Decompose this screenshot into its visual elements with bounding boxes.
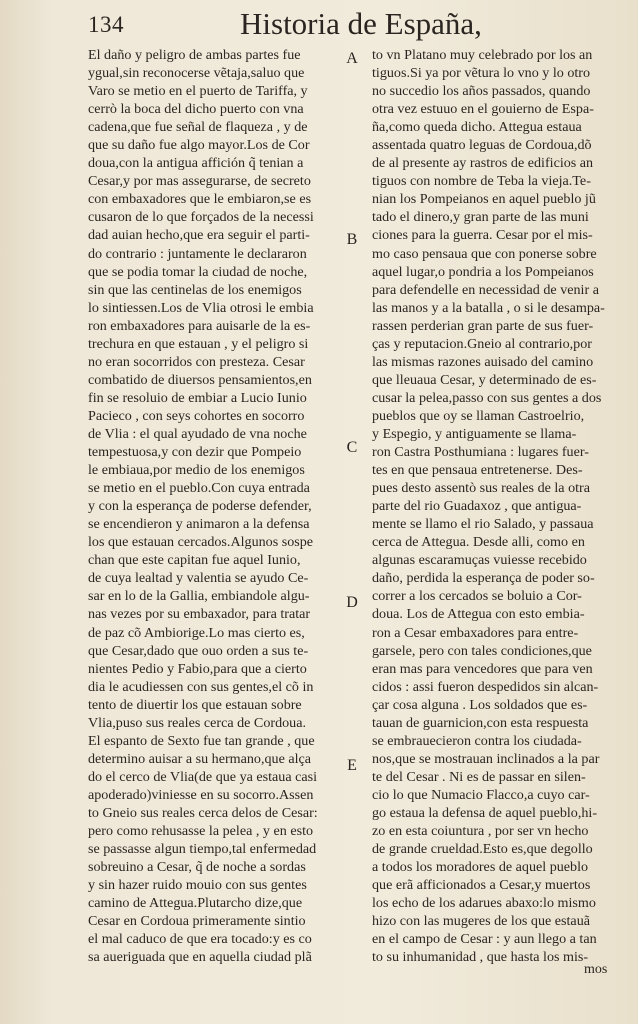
text-line: tiguos.Si ya por vẽtura lo vno y lo otro: [372, 65, 591, 82]
text-line: çar cosa alguna . Los soldados que es-: [372, 696, 588, 713]
left-column: [88, 46, 350, 966]
text-line: cusar la pelea,passo con sus gentes a dos: [372, 389, 602, 406]
text-line: los echo de los adarues abaxo:lo mismo: [372, 895, 596, 912]
text-line: y Espegio, y antiguamente se llama-: [372, 425, 577, 442]
text-line: tiguos con nombre de Teba la vieja.Te-: [372, 173, 591, 190]
text-line: que se podia tomar la ciudad de noche,: [88, 263, 308, 280]
text-line: que Cesar,dado que ouo orden a sus te-: [88, 642, 309, 659]
text-line: El espanto de Sexto fue tan grande , que: [88, 732, 315, 749]
text-line: se embrauecieron contra los ciudada-: [372, 732, 582, 749]
text-line: camino de Attegua.Plutarcho dize,que: [88, 895, 303, 912]
text-line: que lleuaua Cesar, y determinado de es-: [372, 371, 597, 388]
text-line: dad auian hecho,que era seguir el parti-: [88, 227, 310, 244]
section-marker-e: E: [347, 757, 357, 774]
text-line: ron embaxadores para auisarle de la es-: [88, 317, 311, 334]
text-line: de grande crueldad.Esto es,que degollo: [372, 841, 593, 858]
text-line: El daño y peligro de ambas partes fue: [88, 47, 301, 63]
text-line: ron a Cesar embaxadores para entre-: [372, 624, 579, 641]
text-line: pueblos que oy se llaman Castroelrio,: [372, 407, 585, 424]
text-line: pues desto assentò sus reales de la otra: [372, 480, 590, 497]
text-line: cidos : assi fueron despedidos sin alcan-: [372, 678, 599, 695]
text-line: para defendelle en necessidad de venir a: [372, 281, 599, 298]
text-line: se encendieron y animaron a la defensa: [88, 516, 310, 533]
text-line: Cesar en Cordoua primeramente sintio: [88, 913, 306, 930]
text-line: ças y reputacion.Gneio al contrario,por: [372, 335, 592, 352]
text-line: tento de diuertir los que estauan sobre: [88, 696, 302, 713]
text-line: no succedio los años passados, quando: [372, 83, 591, 100]
text-line: tauan de guarnicion,con esta respuesta: [372, 714, 589, 731]
text-line: nian los Pompeianos en aquel pueblo jũ: [372, 191, 596, 208]
section-marker-c: C: [346, 439, 358, 456]
text-line: de paz cõ Ambiorige.Lo mas cierto es,: [88, 624, 305, 641]
text-line: otra vez estuuo en el gouierno de Espa-: [372, 101, 594, 118]
text-line: cadena,que fue señal de flaqueza , y de: [88, 119, 308, 136]
text-line: cerca de Attegua. Desde alli, como en: [372, 534, 585, 551]
text-line: ciones para la guerra. Cesar por el mis-: [372, 227, 593, 244]
text-line: determino auisar a su hermano,que alça: [88, 750, 312, 767]
section-marker-a: A: [346, 50, 358, 67]
text-line: correr a los cercados se boluio a Cor-: [372, 588, 582, 605]
text-line: cusaron de lo que forçados de la necessi: [88, 209, 314, 226]
text-line: eran mas para vencedores que para ven: [372, 660, 593, 677]
text-line: chan que este capitan fue aquel Iunio,: [88, 552, 301, 569]
text-line: apoderado)viniesse en su socorro.Assen: [88, 786, 314, 803]
text-line: mo caso pensaua que con ponerse sobre: [372, 245, 597, 262]
text-line: fin se resoluio de embiar a Lucio Iunio: [88, 389, 307, 406]
text-line: lo sintiessen.Los de Vlia otrosi le embia: [88, 299, 314, 316]
text-line: las mismas razones auisado del camino: [372, 353, 594, 370]
text-line: rassen perderian gran parte de sus fuer-: [372, 317, 594, 334]
text-line: do el cerco de Vlia(de que ya estaua casi: [88, 768, 318, 785]
text-line: sa aueriguada que en aquella ciudad plã: [88, 949, 312, 966]
text-line: de al presente ay rastros de edificios an: [372, 155, 594, 172]
text-line: no eran socorridos con presteza. Cesar: [88, 353, 305, 370]
text-line: cerrò la boca del dicho puerto con vna: [88, 101, 304, 118]
text-line: zo en esta coiuntura , por ser vn hecho: [372, 823, 589, 840]
catchword: mos: [584, 962, 608, 977]
text-line: nientes Pedio y Fabio,para que a cierto: [88, 660, 307, 677]
text-line: de Vlia : el qual ayudado de vna noche: [88, 425, 307, 442]
text-line: tado el dinero,y gran parte de las muni: [372, 209, 589, 226]
text-line: te del Cesar . Ni es de passar en silen-: [372, 768, 586, 785]
text-line: combatido de diuersos pensamientos,en: [88, 371, 312, 388]
text-line: assentada quatro leguas de Cordoua,dõ: [372, 137, 592, 154]
text-line: se metio en el pueblo.Con cuya entrada: [88, 480, 310, 497]
text-line: las manos y a la batalla , o si le desampa-: [372, 299, 605, 316]
text-line: y sin hazer ruido mouio con sus gentes: [88, 877, 307, 894]
text-line: con embaxadores que le embiaron,se es: [88, 191, 312, 208]
text-line: sobreuino a Cesar, q̃ de noche a sordas: [88, 859, 306, 876]
page-number: 134: [88, 12, 124, 37]
text-line: garsele, pero con tales condiciones,que: [372, 642, 592, 659]
text-line: ygual,sin reconocerse vẽtaja,saluo que: [88, 65, 305, 82]
page-header: [88, 6, 628, 46]
text-line: doua. Los de Attegua con esto embia-: [372, 606, 585, 623]
text-line: mente se llamo el rio Salado, y passaua: [372, 516, 594, 533]
text-line: nos,que se mostrauan inclinados a la par: [372, 750, 600, 767]
text-line: le embiaua,por medio de los enemigos: [88, 462, 305, 479]
text-line: tempestuosa,y con dezir que Pompeio: [88, 444, 302, 461]
section-marker-b: B: [346, 231, 358, 248]
running-title: Historia de España,: [240, 6, 482, 41]
text-line: Vlia,puso sus reales cerca de Cordoua.: [88, 714, 306, 731]
text-line: ron Castra Posthumiana : lugares fuer-: [372, 444, 589, 461]
text-line: que su daño fue algo mayor.Los de Cor: [88, 137, 310, 154]
text-line: trechura en que estauan , y el peligro si: [88, 335, 309, 352]
text-line: los que estauan cercados.Algunos sospe: [88, 534, 314, 551]
text-line: dia le acudiessen con sus gentes,el cõ in: [88, 678, 314, 695]
text-line: algunas escaramuças vuiesse recebido: [372, 552, 587, 569]
text-line: parte del rio Guadaxoz , que antigua-: [372, 498, 582, 515]
text-line: pero como rehusasse la pelea , y en esto: [88, 823, 314, 840]
text-line: ña,como queda dicho. Attegua estaua: [372, 119, 582, 136]
text-line: Varo se metio en el puerto de Tariffa, y: [88, 83, 308, 100]
text-line: Pacieco , con seys cohortes en socorro: [88, 407, 305, 424]
text-line: y con la esperança de poderse defender,: [88, 498, 312, 515]
text-line: que erã afficionados a Cesar,y muertos: [372, 877, 591, 894]
text-line: sin que las centinelas de los enemigos: [88, 281, 302, 298]
text-line: el mal caduco de que era tocado:y es co: [88, 931, 312, 948]
text-line: do contrario : juntamente le declararon: [88, 245, 307, 262]
text-line: to vn Platano muy celebrado por los an: [372, 47, 593, 63]
text-line: to su inhumanidad , que hasta los mis-: [372, 949, 589, 966]
text-line: de cuya lealtad y valentia se ayudo Ce-: [88, 570, 309, 587]
text-line: doua,con la antigua affición q̃ tenian a: [88, 155, 304, 172]
text-line: sar en lo de la Gallia, embiandole algu-: [88, 588, 310, 605]
text-line: se passasse algun tiempo,tal enfermedad: [88, 841, 317, 858]
text-line: a todos los moradores de aquel pueblo: [372, 859, 589, 876]
text-line: to Gneio sus reales cerca delos de Cesar:: [88, 804, 318, 821]
text-line: aquel lugar,o pondria a los Pompeianos: [372, 263, 594, 280]
text-line: daño, perdida la esperança de poder so-: [372, 570, 595, 587]
section-marker-d: D: [346, 594, 358, 611]
text-line: cio lo que Numacio Flacco,a cuyo car-: [372, 786, 590, 803]
text-line: tes en que pensaua entretenerse. Des-: [372, 462, 583, 479]
text-line: hizo con las mugeres de los que estauã: [372, 913, 590, 930]
text-line: nas vezes por su embaxador, para tratar: [88, 606, 311, 623]
text-line: go estaua la defensa de aquel pueblo,hi-: [372, 804, 598, 821]
text-line: en el campo de Cesar : y aun llego a tan: [372, 931, 597, 948]
right-column: [372, 46, 628, 966]
text-line: Cesar,y por mas assegurarse, de secreto: [88, 173, 311, 190]
